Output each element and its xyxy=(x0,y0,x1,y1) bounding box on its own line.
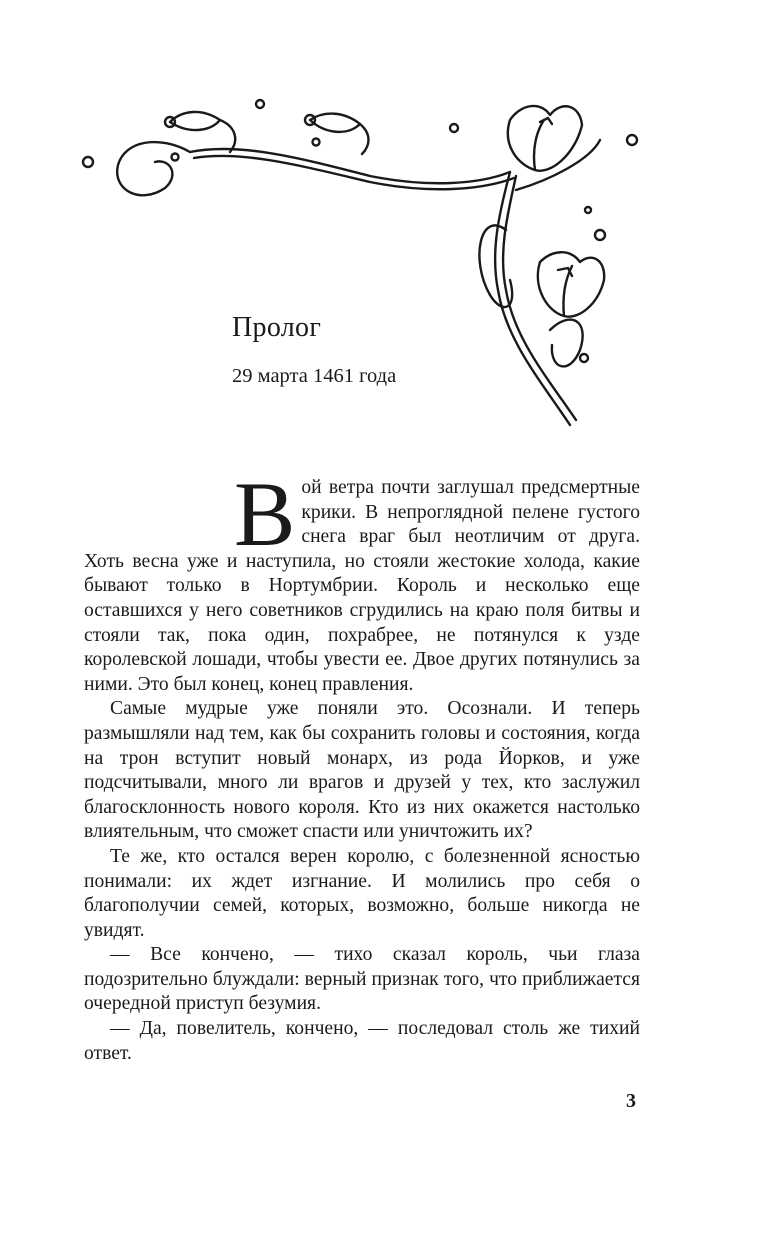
paragraph-3: Те же, кто остался верен королю, с болезненной ясностью понимали: их ждет изгнание. И молились про себя о благополучии семей, которых, возможно, больше никогда не увидят. xyxy=(84,845,640,941)
page-number: 3 xyxy=(626,1090,636,1112)
drop-cap: В xyxy=(234,463,296,565)
paragraph-1 xyxy=(84,432,640,697)
paragraph-2: Самые мудрые уже поняли это. Осознали. И теперь размышляли над тем, как бы сохранить головы и состояния, когда на трон вступит новый монарх, из рода Йорков, и уже подсчитывали, много ли врагов и друзей у тех, кто заслужил благосклонность нового короля. Кто из них окажется настолько влиятельным, что сможет спасти или уничтожить их? xyxy=(84,698,640,843)
chapter-date: 29 марта 1461 года xyxy=(232,365,397,387)
paragraph-4: — Все кончено, — тихо сказал король, чьи глаза подозрительно блуждали: верный признак того, что приближается очередной приступ безумия. xyxy=(84,944,640,1015)
paragraph-5: — Да, повелитель, кончено, — последовал столь же тихий ответ. xyxy=(84,1018,640,1064)
paragraph-1-text: ой ветра почти заглушал предсмертные крики. В непроглядной пелене густого снега враг был неотличим от друга. Хоть весна уже и наступила, но стояли жестокие холода, какие бывают только в Нортумбрии. Король и несколько еще оставшихся у него советников сгрудились на краю поля битвы и стояли так, пока один, похрабрее, не потянулся к узде королевской лошади, чтобы увести ее. Двое других потянулись за ними. Это был конец, конец правления. xyxy=(84,477,640,695)
chapter-title: Пролог xyxy=(232,312,322,343)
body-text xyxy=(84,432,640,1066)
